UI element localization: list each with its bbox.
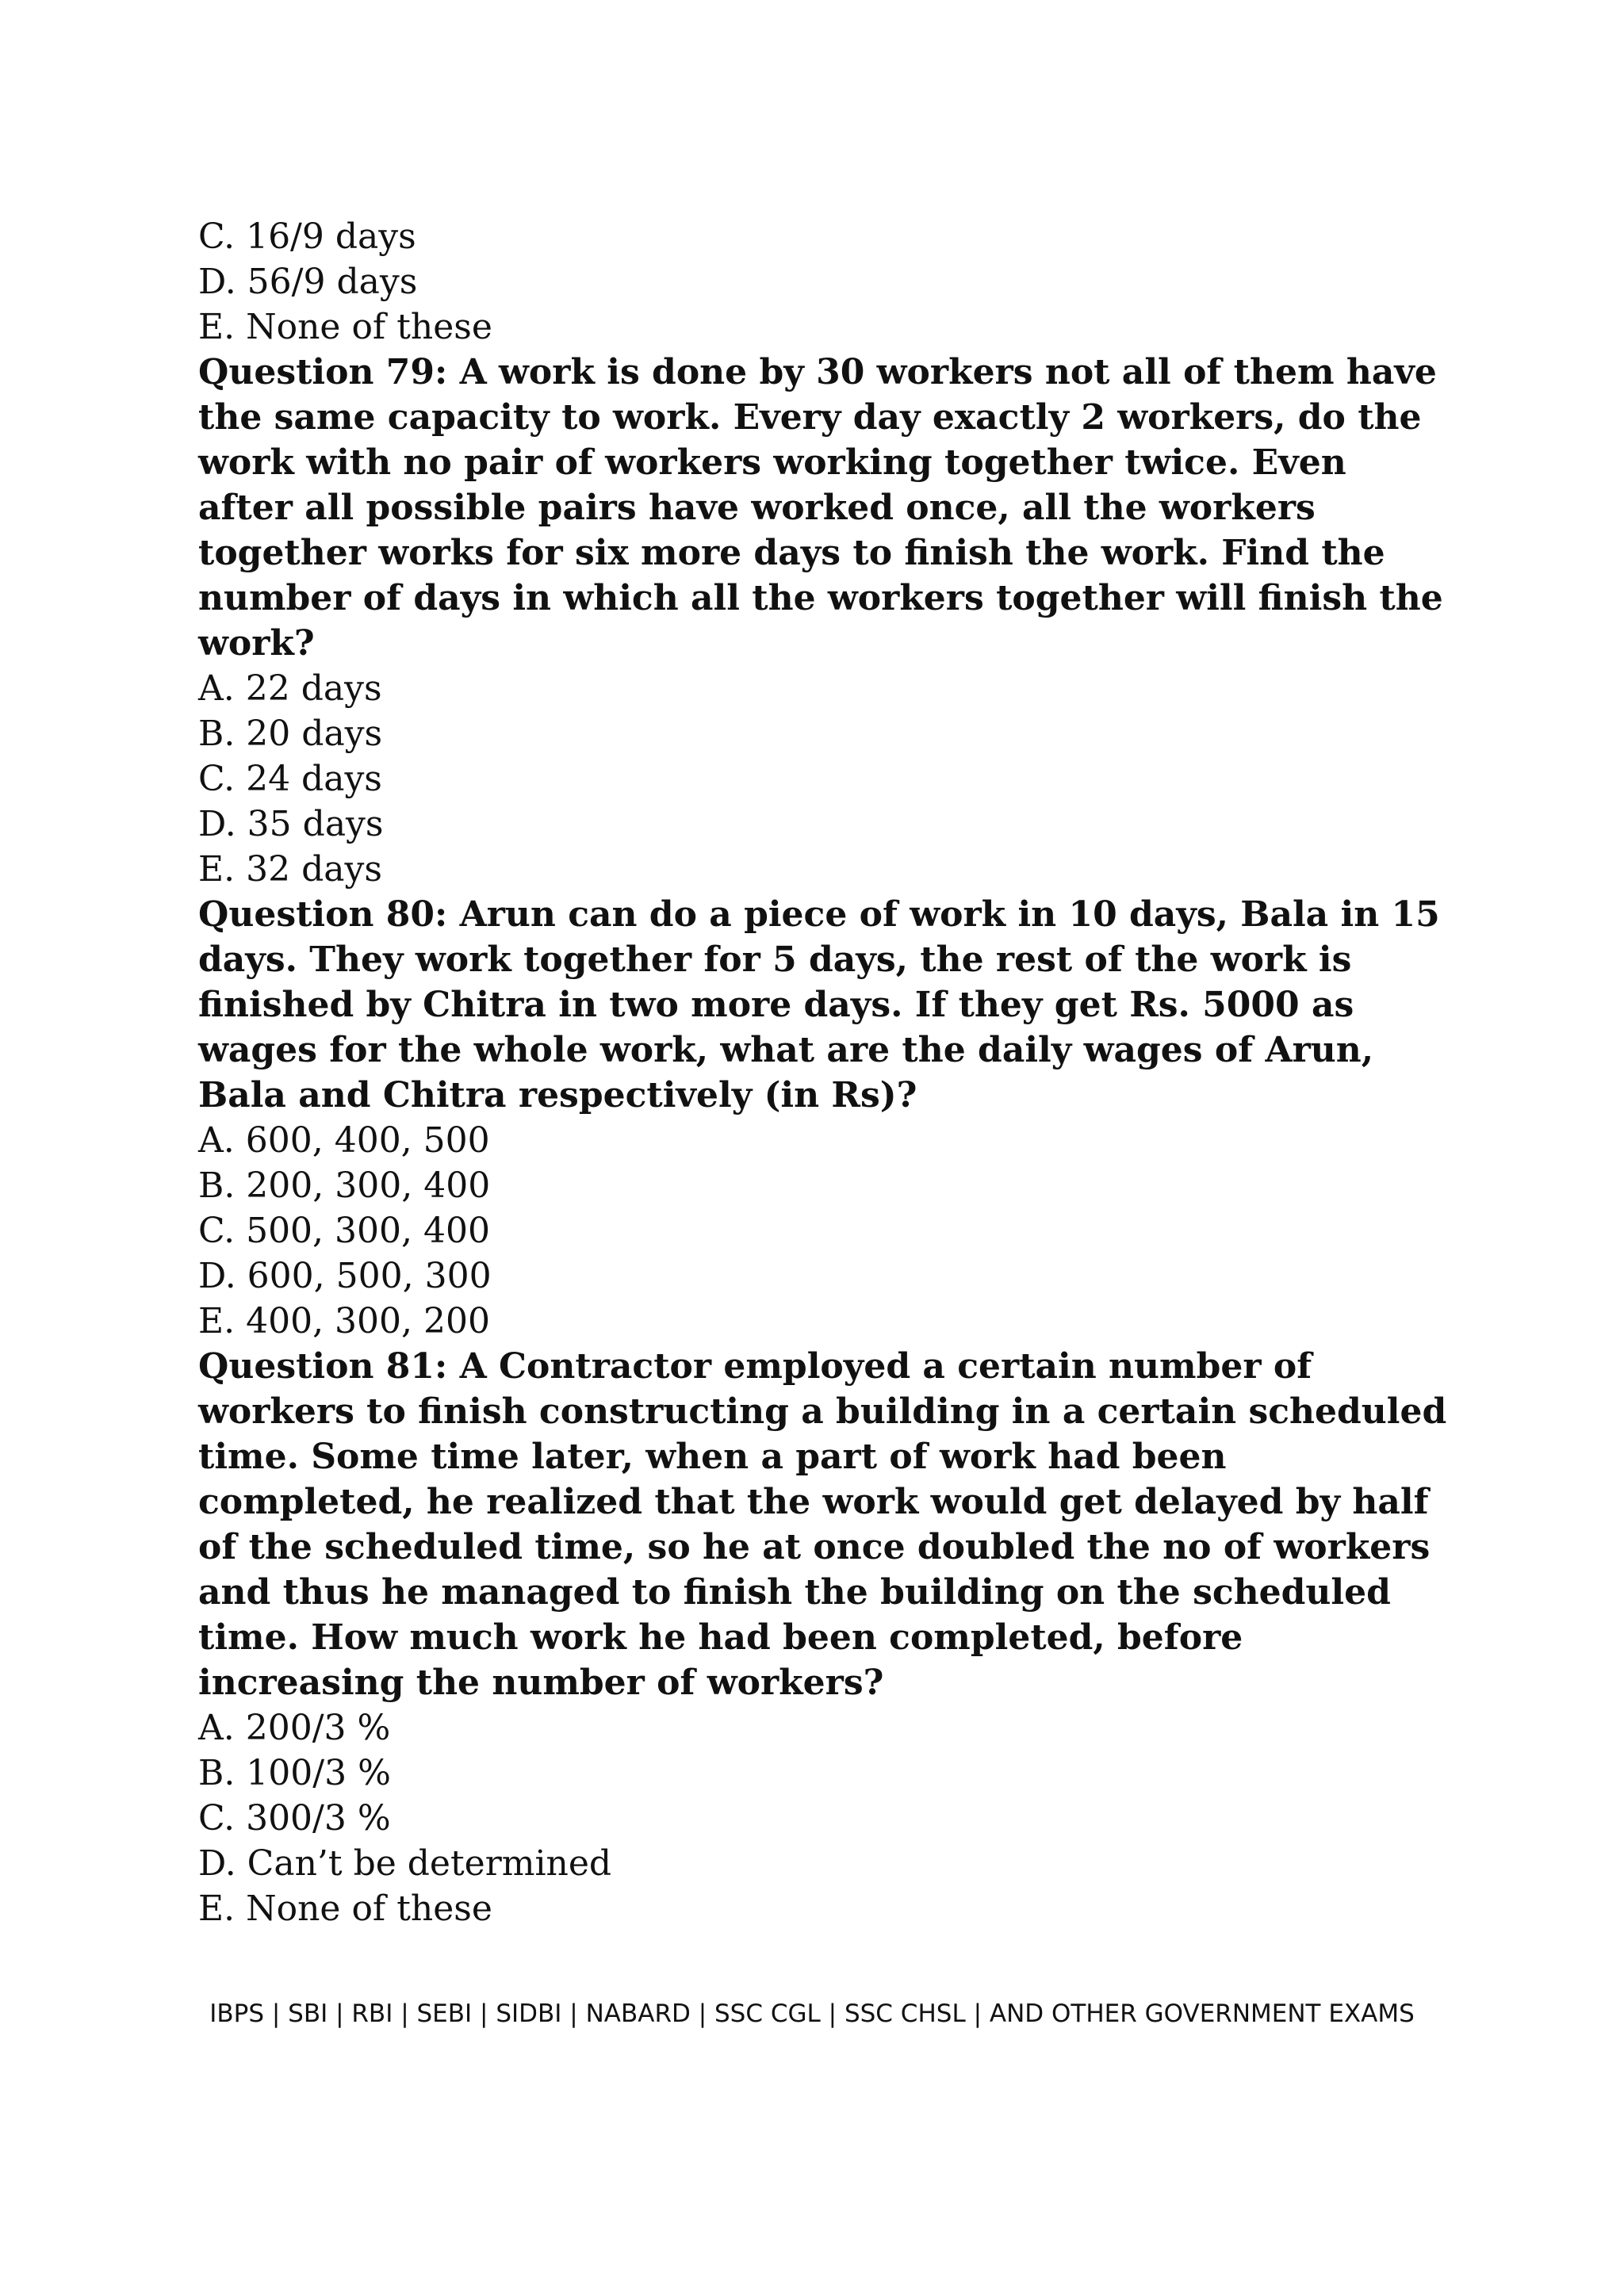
option-c: C. 16/9 days (198, 216, 416, 257)
option-d: D. 56/9 days (198, 262, 418, 302)
question-81 (198, 1344, 1451, 1931)
question-79-option-b: B. 20 days (198, 714, 383, 754)
question-81-option-b: B. 100/3 % (198, 1753, 391, 1793)
question-79-option-e: E. 32 days (198, 849, 382, 890)
question-79-option-a: A. 22 days (198, 668, 382, 709)
question-80-label: Question 80 (198, 894, 435, 935)
question-80-option-c: C. 500, 300, 400 (198, 1211, 490, 1251)
question-81-option-d: D. Can’t be determined (198, 1843, 612, 1884)
question-81-text (198, 1344, 1451, 1705)
question-81-option-a: A. 200/3 % (198, 1708, 391, 1748)
question-79-body: A work is done by 30 workers not all of them have the same capacity to work. Every day exactly 2 workers, do the work with no pair of workers working together twice. Even after all possible pairs have worked once, all the workers together works for six more days to finish the work. Find the number of days in which all the workers together will finish the work? (198, 352, 1443, 664)
question-80-option-a: A. 600, 400, 500 (198, 1120, 490, 1161)
question-79-label: Question 79: (198, 352, 448, 392)
question-80-text (198, 892, 1451, 1118)
page-content (198, 214, 1451, 1931)
question-81-body: A Contractor employed a certain number of workers to finish constructing a building in a certain scheduled time. Some time later, when a part of work had been completed, he realized that the work would get delayed by half of the scheduled time, so he at once doubled the no of workers and thus he managed to finish the building on the scheduled time. How much work he had been completed, before increasing the number of workers? (198, 1346, 1447, 1703)
question-81-option-e: E. None of these (198, 1888, 492, 1929)
question-80 (198, 892, 1451, 1344)
question-80-option-d: D. 600, 500, 300 (198, 1256, 492, 1296)
option-e: E. None of these (198, 307, 492, 347)
question-79 (198, 350, 1451, 892)
question-80-option-b: B. 200, 300, 400 (198, 1165, 491, 1206)
question-80-option-e: E. 400, 300, 200 (198, 1301, 490, 1341)
question-79-text (198, 350, 1451, 666)
question-79-option-c: C. 24 days (198, 759, 382, 799)
question-79-option-d: D. 35 days (198, 804, 384, 844)
page-footer: IBPS | SBI | RBI | SEBI | SIDBI | NABARD | SSC CGL | SSC CHSL | AND OTHER GOVERNMENT EXAMS (209, 1999, 1415, 2028)
question-81-option-c: C. 300/3 % (198, 1798, 391, 1839)
question-81-label: Question 81: (198, 1346, 448, 1387)
question-80-body: : Arun can do a piece of work in 10 days, Bala in 15 days. They work together for 5 days, the rest of the work is finished by Chitra in two more days. If they get Rs. 5000 as wages for the whole work, what are the daily wages of Arun, Bala and Chitra respectively (in Rs)? (198, 894, 1440, 1115)
previous-question-options (198, 214, 1451, 350)
